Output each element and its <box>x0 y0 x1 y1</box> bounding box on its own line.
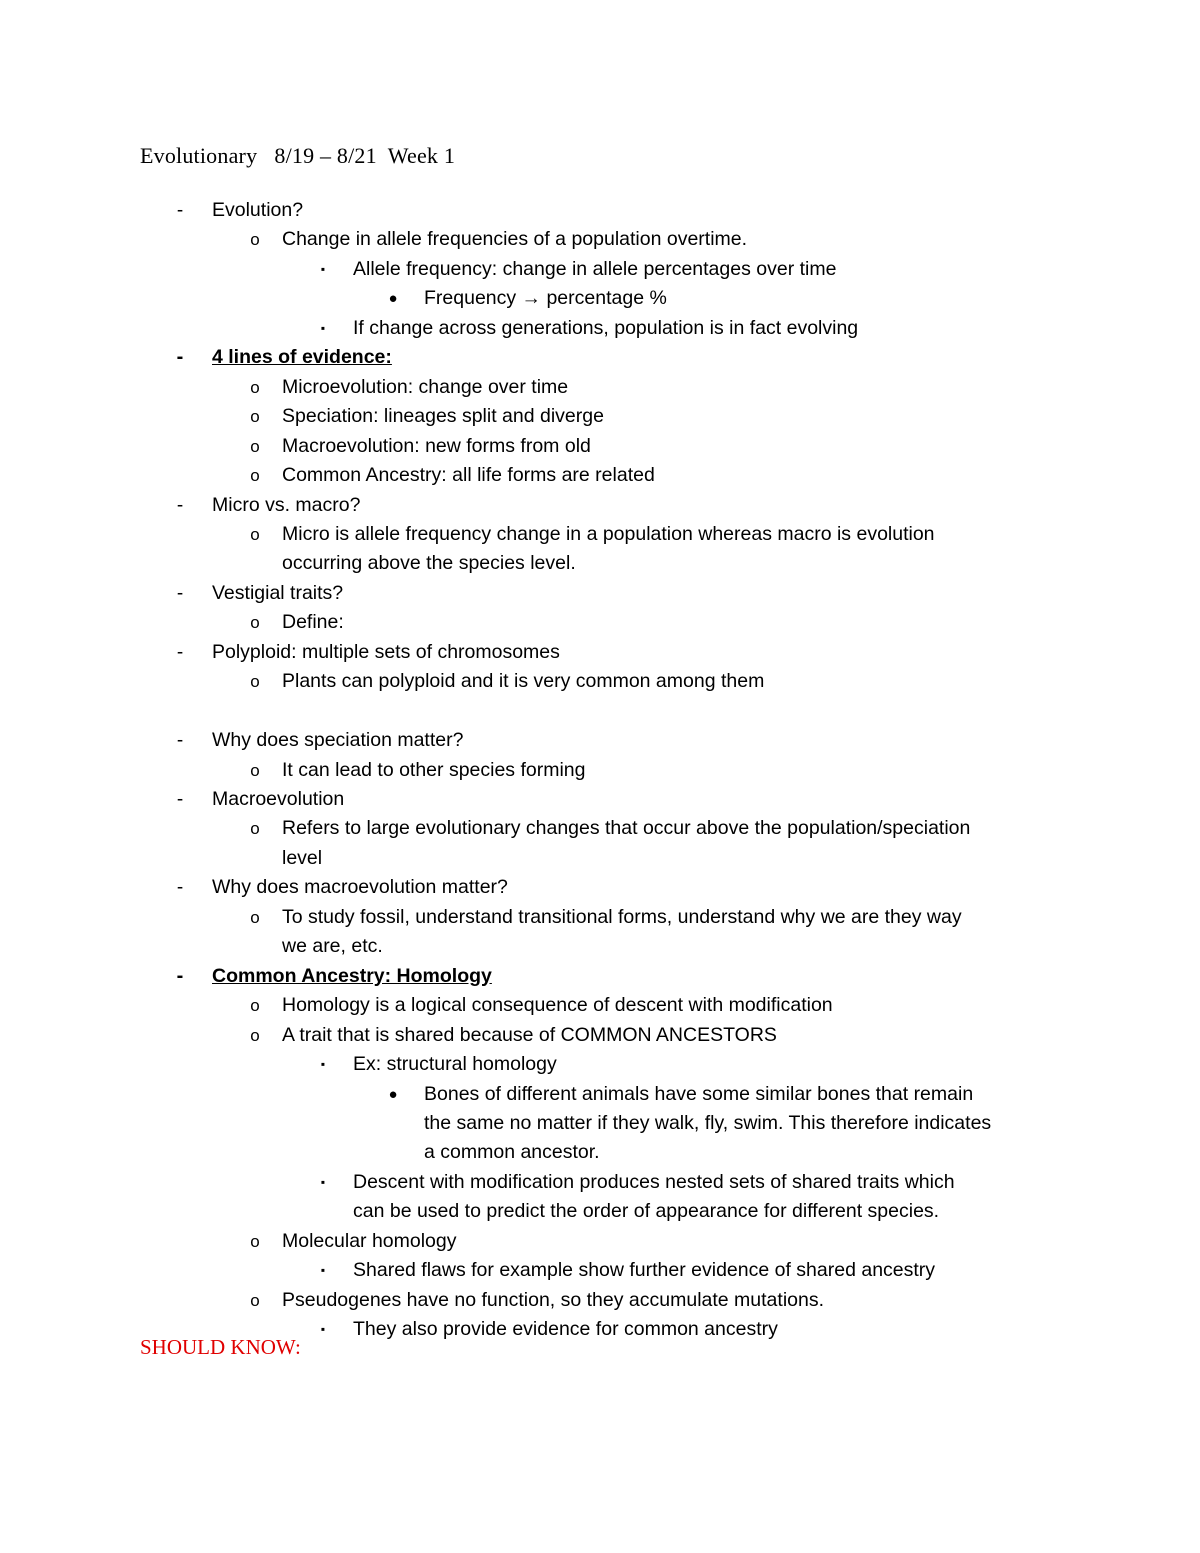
outline-text: They also provide evidence for common ancestry <box>353 1318 778 1341</box>
blank-line <box>0 697 1200 726</box>
outline-line <box>0 991 1200 1020</box>
outline-text: It can lead to other species forming <box>282 758 586 781</box>
outline-line <box>0 608 1200 637</box>
list-marker-bullet: ● <box>388 1085 398 1103</box>
outline-text: Why does macroevolution matter? <box>212 876 508 899</box>
outline-text: Micro is allele frequency change in a population whereas macro is evolution <box>282 522 935 545</box>
outline-line <box>0 903 1200 932</box>
outline-line <box>0 461 1200 490</box>
outline-text: Microevolution: change over time <box>282 375 569 398</box>
outline-line <box>0 667 1200 696</box>
outline-line <box>0 1168 1200 1197</box>
outline-line <box>0 1286 1200 1315</box>
list-marker-dash: - <box>176 964 184 987</box>
outline-line <box>0 432 1200 461</box>
outline-text: Molecular homology <box>282 1229 457 1252</box>
outline-line <box>0 726 1200 755</box>
list-marker-dash: - <box>176 200 184 221</box>
outline-text: Define: <box>282 611 344 634</box>
outline-line <box>0 932 1200 961</box>
should-know-label: SHOULD KNOW: <box>140 1335 301 1359</box>
list-marker-dash: - <box>176 641 184 663</box>
list-marker-circle: o <box>250 760 260 780</box>
section-heading: Common Ancestry: Homology <box>212 964 492 987</box>
outline-text: occurring above the species level. <box>282 552 576 575</box>
outline-line <box>0 402 1200 431</box>
list-marker-circle: o <box>250 524 260 544</box>
list-marker-circle: o <box>250 1025 260 1045</box>
outline-text: Bones of different animals have some similar bones that remain <box>424 1082 974 1105</box>
outline-line <box>0 255 1200 284</box>
list-marker-dash: - <box>176 730 184 752</box>
outline-line <box>0 962 1200 991</box>
outline-line <box>0 1109 1200 1138</box>
list-marker-square: ▪ <box>320 1174 326 1189</box>
outline-line <box>0 373 1200 402</box>
outline-text: Change in allele frequencies of a population overtime. <box>282 228 748 251</box>
outline-text: can be used to predict the order of appearance for different species. <box>353 1200 940 1223</box>
outline-line <box>0 196 1200 225</box>
outline-text: the same no matter if they walk, fly, swim. This therefore indicates <box>424 1111 992 1134</box>
list-marker-square: ▪ <box>320 1263 326 1278</box>
outline-text: To study fossil, understand transitional forms, understand why we are they way <box>282 905 962 928</box>
outline-text: If change across generations, population is in fact evolving <box>353 316 859 339</box>
outline-line <box>0 491 1200 520</box>
outline-text: Macroevolution <box>212 788 345 810</box>
outline-line <box>0 343 1200 372</box>
outline-line <box>0 1080 1200 1109</box>
list-marker-circle: o <box>250 407 260 427</box>
outline-text: Polyploid: multiple sets of chromosomes <box>212 640 560 663</box>
outline-text: Speciation: lineages split and diverge <box>282 405 604 428</box>
outline-line <box>0 873 1200 902</box>
list-marker-square: ▪ <box>320 1057 326 1072</box>
outline-line <box>0 1021 1200 1050</box>
list-marker-circle: o <box>250 1290 260 1310</box>
outline-text: Frequency → percentage % <box>424 287 667 310</box>
outline-text: Macroevolution: new forms from old <box>282 434 591 457</box>
outline-line <box>0 579 1200 608</box>
outline-text: Micro vs. macro? <box>212 493 361 516</box>
list-marker-circle: o <box>250 377 260 397</box>
outline-line <box>0 1138 1200 1167</box>
outline-text: Homology is a logical consequence of descent with modification <box>282 994 833 1017</box>
outline-line <box>0 314 1200 343</box>
outline-line <box>0 844 1200 873</box>
list-marker-dash: - <box>176 494 184 516</box>
outline-text: Shared flaws for example show further evidence of shared ancestry <box>353 1259 936 1282</box>
list-marker-bullet: ● <box>388 290 398 308</box>
list-marker-circle: o <box>250 613 260 633</box>
outline-text: Evolution? <box>212 199 304 221</box>
list-marker-square: ▪ <box>320 261 326 276</box>
list-marker-circle: o <box>250 230 260 250</box>
outline-text: Vestigial traits? <box>212 581 344 604</box>
list-marker-circle: o <box>250 907 260 927</box>
outline-text: Ex: structural homology <box>353 1053 557 1076</box>
list-marker-square: ▪ <box>320 1322 326 1337</box>
list-marker-dash: - <box>176 877 184 899</box>
outline-line <box>0 520 1200 549</box>
outline-line <box>0 1050 1200 1079</box>
list-marker-dash: - <box>176 582 184 604</box>
outline-text: Descent with modification produces nested sets of shared traits which <box>353 1170 955 1193</box>
outline-text: Allele frequency: change in allele percentages over time <box>353 257 837 280</box>
outline-line <box>0 638 1200 667</box>
outline-line <box>0 1256 1200 1285</box>
list-marker-circle: o <box>250 996 260 1016</box>
list-marker-square: ▪ <box>320 320 326 335</box>
outline-text: Pseudogenes have no function, so they accumulate mutations. <box>282 1288 825 1311</box>
list-marker-circle: o <box>250 819 260 839</box>
outline-text: Plants can polyploid and it is very common among them <box>282 670 765 693</box>
outline-line <box>0 225 1200 254</box>
outline-line <box>0 1227 1200 1256</box>
outline-line <box>0 1197 1200 1226</box>
outline-text: a common ancestor. <box>424 1141 600 1164</box>
outline-line <box>0 814 1200 843</box>
outline-line <box>0 756 1200 785</box>
section-heading: 4 lines of evidence: <box>212 346 392 369</box>
outline-text: we are, etc. <box>282 935 383 958</box>
list-marker-dash: - <box>176 789 184 810</box>
outline-text: level <box>282 846 323 869</box>
list-marker-circle: o <box>250 466 260 486</box>
list-marker-circle: o <box>250 672 260 692</box>
outline-line <box>0 785 1200 814</box>
outline-line <box>0 284 1200 313</box>
outline-text: Why does speciation matter? <box>212 729 464 752</box>
outline-text: Common Ancestry: all life forms are related <box>282 464 655 487</box>
list-marker-circle: o <box>250 436 260 456</box>
outline-text: Refers to large evolutionary changes that occur above the population/speciation <box>282 817 971 840</box>
outline-line <box>0 549 1200 578</box>
document-title: Evolutionary 8/19 – 8/21 Week 1 <box>140 143 456 168</box>
list-marker-circle: o <box>250 1231 260 1251</box>
outline-text: A trait that is shared because of COMMON ANCESTORS <box>282 1023 777 1046</box>
list-marker-dash: - <box>176 346 184 369</box>
